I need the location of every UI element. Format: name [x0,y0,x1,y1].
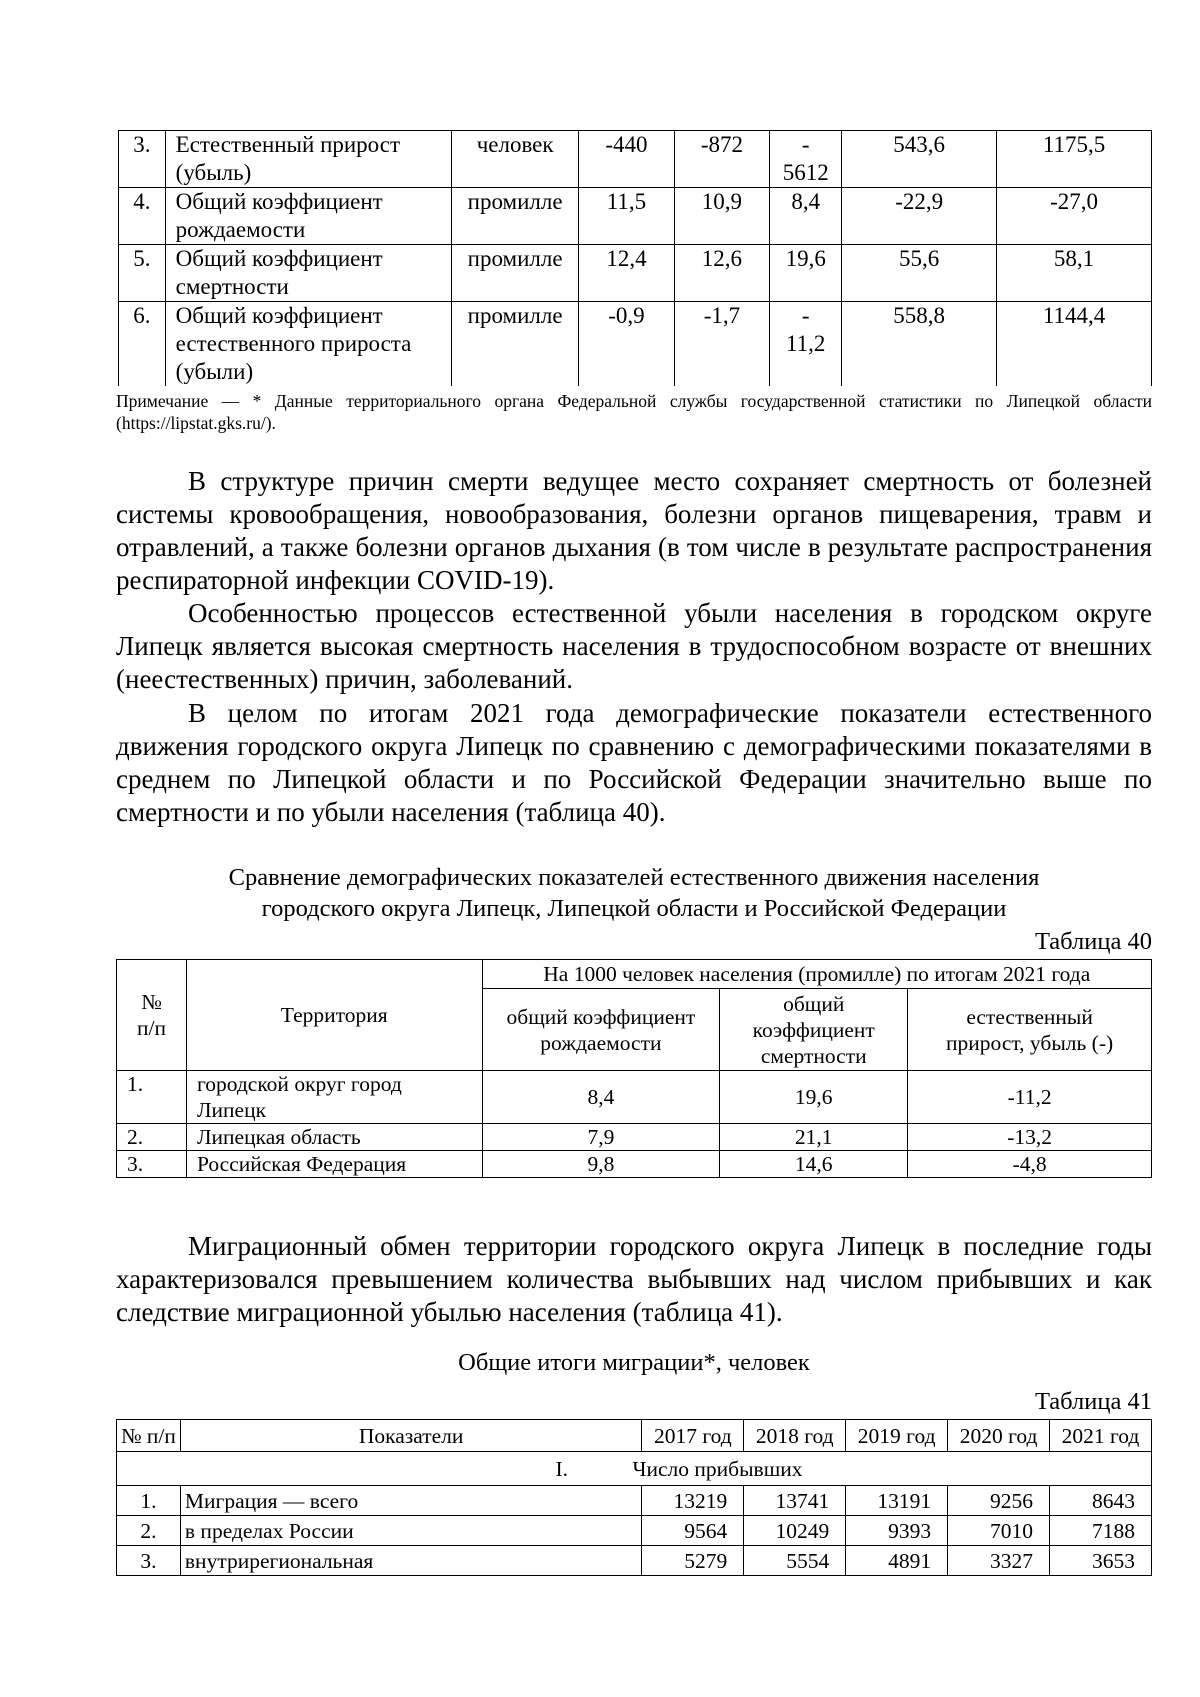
table41-caption: Общие итоги миграции*, человек [458,1349,810,1376]
indicator-name [165,188,451,245]
paragraph-migration: Миграционный обмен территории городского округа Липецк в последние годы характеризовался превышением количества выбывших над числом прибывших и как следствие миграционной убылью населения (таблица 41). [116,1231,1152,1327]
value-cell: 12,6 [674,245,769,302]
table40-caption-line2: городского округа Липецк, Липецкой области и Российской Федерации [261,895,1007,922]
table40-header-territory: Территория [186,960,482,1071]
value-cell: -440 [579,131,674,188]
indicator-name: в пределах России [180,1516,641,1546]
unit-cell: промилле [452,302,579,387]
year-value: 13191 [846,1486,948,1516]
year-value: 10249 [744,1516,846,1546]
natural-growth: -11,2 [908,1071,1152,1124]
value-line: 8,4 [791,189,821,214]
unit-cell: человек [452,131,579,188]
indicator-row [119,188,1152,245]
unit-cell: промилле [452,245,579,302]
year-value: 9256 [948,1486,1050,1516]
indicator-name-line: естественного прироста [175,331,412,356]
row-number: 4. [119,188,166,245]
value-line: 11,2 [785,331,826,356]
table41-header-cell: 2017 год [642,1420,744,1452]
table40-header-group: На 1000 человек населения (промилле) по итогам 2021 года [482,960,1151,989]
birth-rate: 8,4 [482,1071,720,1124]
table40-header-natural: естественный прирост, убыль (-) [908,989,1152,1071]
indicator-row [119,302,1152,387]
value-cell [770,302,842,387]
value-cell: 1144,4 [997,302,1152,387]
row-number: 1. [117,1486,181,1516]
year-value: 3327 [948,1546,1050,1576]
indicator-name-line: Общий коэффициент [175,303,383,328]
value-cell: 558,8 [842,302,997,387]
value-cell: 10,9 [674,188,769,245]
row-number: 5. [119,245,166,302]
year-value: 7188 [1050,1516,1152,1546]
birth-rate: 7,9 [482,1124,720,1151]
indicator-name: Миграция — всего [180,1486,641,1516]
indicator-name-line: (убыли) [175,359,254,384]
table41-label: Таблица 41 [1034,1388,1152,1415]
value-line: - [801,132,810,157]
year-value: 7010 [948,1516,1050,1546]
indicator-name [165,245,451,302]
birth-rate: 9,8 [482,1151,720,1178]
table40-header-death: общий коэффициент смертности [720,989,908,1071]
value-cell: -872 [674,131,769,188]
value-cell [770,188,842,245]
table-40 [116,959,1152,1178]
table40-caption [116,862,1152,924]
migration-row [117,1486,1152,1516]
indicator-name-line: рождаемости [175,217,306,242]
value-cell [770,245,842,302]
death-rate: 14,6 [720,1151,908,1178]
value-cell: 12,4 [579,245,674,302]
row-number: 3. [117,1151,187,1178]
year-value: 9564 [642,1516,744,1546]
table40-header-num: № п/п [117,960,187,1071]
value-cell: 543,6 [842,131,997,188]
year-value: 8643 [1050,1486,1152,1516]
death-rate: 19,6 [720,1071,908,1124]
value-line [770,216,841,244]
territory-name: городской округ город Липецк [186,1071,482,1124]
value-cell: -22,9 [842,188,997,245]
table41-header-cell: 2019 год [846,1420,948,1452]
year-value: 13219 [642,1486,744,1516]
indicator-name-line: Естественный прирост [175,132,401,157]
table40-label: Таблица 40 [1034,928,1152,955]
year-value: 3653 [1050,1546,1152,1576]
unit-cell: промилле [452,188,579,245]
table41-section-arrivals: I. Число прибывших [117,1452,1152,1486]
value-line: - [801,303,810,328]
table40-caption-line1: Сравнение демографических показателей естественного движения населения [228,864,1040,891]
territory-row [117,1071,1152,1124]
migration-row [117,1516,1152,1546]
indicator-row [119,245,1152,302]
table41-header-cell: № п/п [117,1420,181,1452]
year-value: 9393 [846,1516,948,1546]
table41-header-cell: 2018 год [744,1420,846,1452]
value-cell: 11,5 [579,188,674,245]
indicator-name [165,302,451,387]
table-41 [116,1419,1152,1576]
natural-growth: -13,2 [908,1124,1152,1151]
value-cell: 1175,5 [997,131,1152,188]
value-line: 5612 [782,160,829,185]
indicator-row [119,131,1152,188]
value-cell [770,131,842,188]
territory-name: Российская Федерация [186,1151,482,1178]
row-number: 3. [119,131,166,188]
indicator-name-line: смертности [175,274,289,299]
paragraph-death-causes: В структуре причин смерти ведущее место сохраняет смертность от болезней системы кровообращения, новообразования, болезни органов пищеварения, травм и отравлений, а также болезни органов дыхания (в том числе в результате распространения респираторной инфекции COVID-19). [116,466,1152,595]
year-value: 13741 [744,1486,846,1516]
table41-header-cell: 2021 год [1050,1420,1152,1452]
migration-row [117,1546,1152,1576]
indicator-name: внутрирегиональная [180,1546,641,1576]
death-rate: 21,1 [720,1124,908,1151]
table41-header-cell: 2020 год [948,1420,1050,1452]
row-number: 1. [117,1071,187,1124]
value-cell: -0,9 [579,302,674,387]
row-number: 2. [117,1516,181,1546]
territory-name: Липецкая область [186,1124,482,1151]
year-value: 4891 [846,1546,948,1576]
value-cell: 58,1 [997,245,1152,302]
year-value: 5554 [744,1546,846,1576]
indicator-name-line: Общий коэффициент [175,246,383,271]
value-cell: -27,0 [997,188,1152,245]
value-line: 19,6 [785,246,826,271]
natural-growth: -4,8 [908,1151,1152,1178]
table40-header-birth: общий коэффициент рождаемости [482,989,720,1071]
row-number: 6. [119,302,166,387]
indicators-table-continuation [118,130,1152,386]
territory-row [117,1151,1152,1178]
indicator-name-line: Общий коэффициент [175,189,383,214]
table-note: Примечание — * Данные территориального органа Федеральной службы государственной статистики по Липецкой области (https://lipstat.gks.ru/). [116,391,1152,433]
territory-row [117,1124,1152,1151]
value-line [770,273,841,301]
indicator-name [165,131,451,188]
paragraph-2021-results: В целом по итогам 2021 года демографические показатели естественного движения городского округа Липецк по сравнению с демографическими показателями в среднем по Липецкой области и по Российской Федерации значительно выше по смертности и по убыли населения (таблица 40). [116,698,1152,827]
year-value: 5279 [642,1546,744,1576]
row-number: 2. [117,1124,187,1151]
value-cell: -1,7 [674,302,769,387]
row-number: 3. [117,1546,181,1576]
table41-header-cell: Показатели [180,1420,641,1452]
paragraph-natural-loss: Особенностью процессов естественной убыли населения в городском округе Липецк является высокая смертность населения в трудоспособном возрасте от внешних (неестественных) причин, заболеваний. [116,598,1152,694]
indicator-name-line: (убыль) [175,160,252,185]
value-cell: 55,6 [842,245,997,302]
